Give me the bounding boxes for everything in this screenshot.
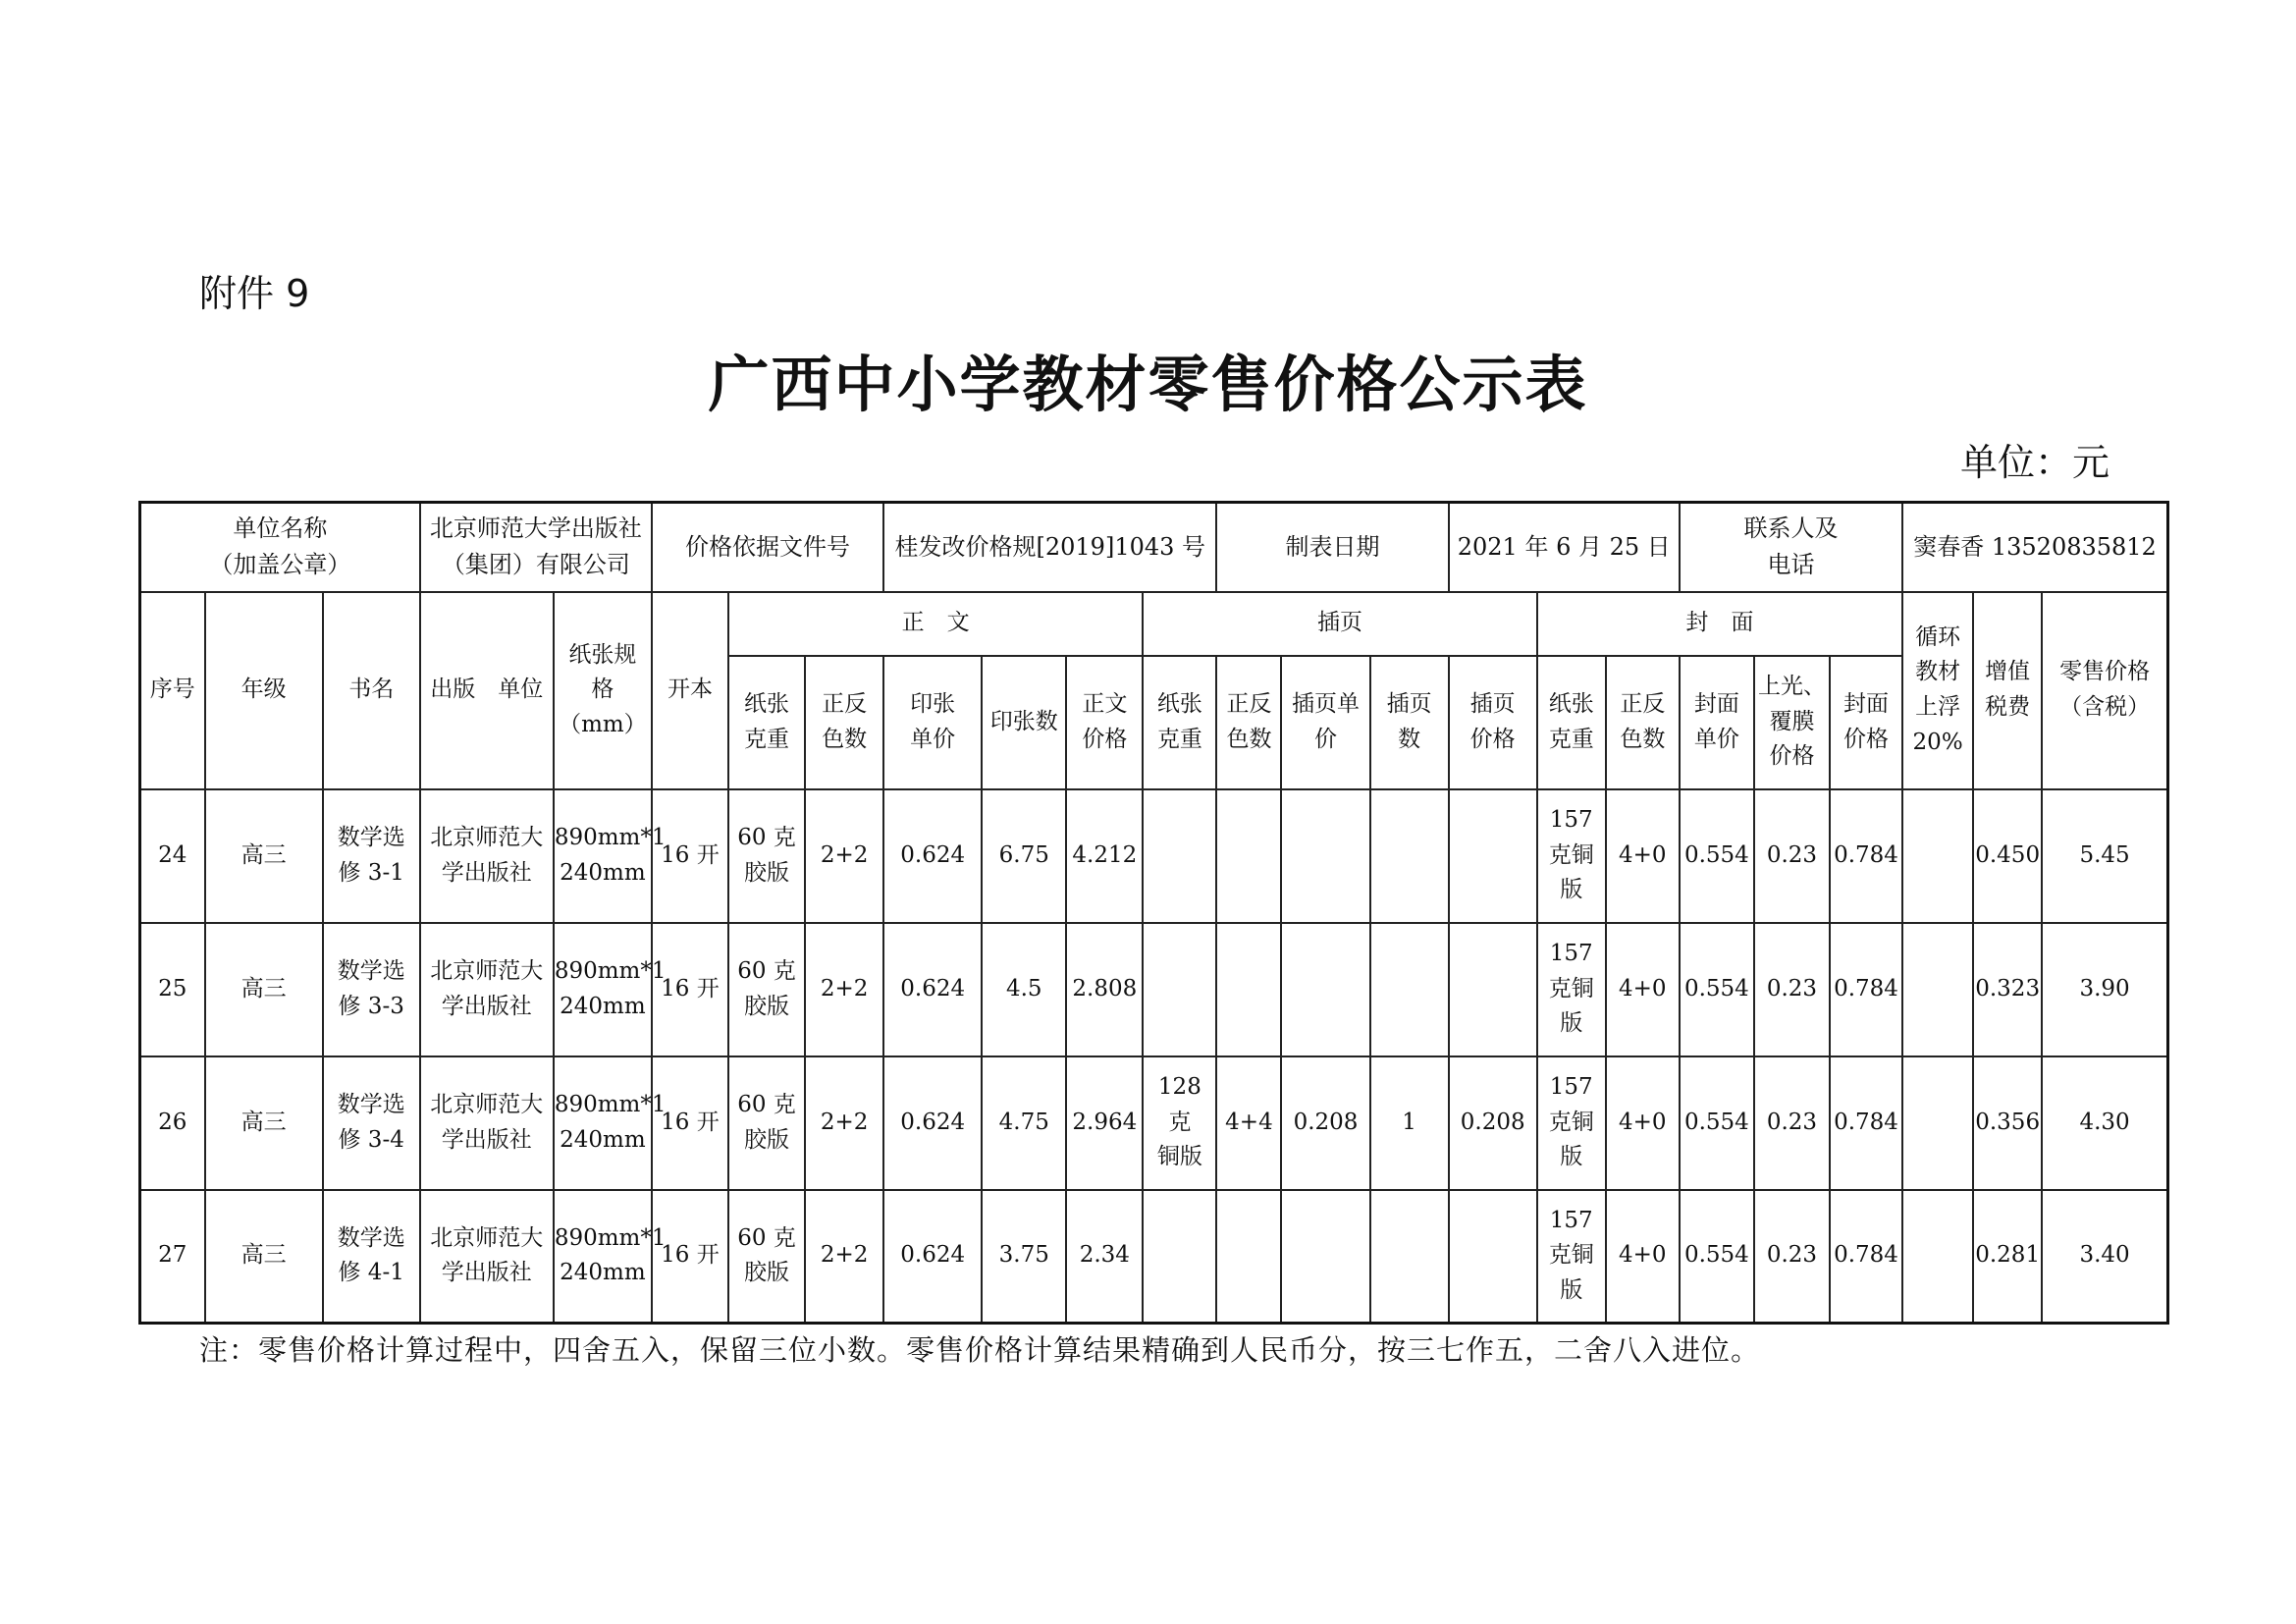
cell-cover-unit-price: 0.554 [1680,923,1754,1056]
cell-vat: 0.281 [1973,1190,2042,1324]
cell-cover-price: 0.784 [1830,923,1902,1056]
cell-vat: 0.356 [1973,1056,2042,1190]
header-text-sheets: 印张数 [982,656,1066,789]
cell-insert-unit-price: 0.208 [1281,1056,1369,1190]
cell-spec: 890mm*1 240mm [554,1056,652,1190]
cell-format: 16 开 [652,1056,728,1190]
cell-insert-colors [1216,1190,1281,1324]
cell-text-sheets: 3.75 [982,1190,1066,1324]
cell-cover-colors: 4+0 [1606,789,1680,923]
unit-label: 单位：元 [1959,441,2109,484]
unit-name-value: 北京师范大学出版社 （集团）有限公司 [420,503,652,592]
header-book: 书名 [323,592,420,789]
cell-recycle [1902,923,1973,1056]
cell-insert-price [1449,923,1537,1056]
cell-text-weight: 60 克 胶版 [728,923,805,1056]
cell-text-sheet-price: 0.624 [883,1190,982,1324]
header-group-insert: 插页 [1143,592,1536,656]
cell-insert-count [1370,923,1449,1056]
cell-seq: 24 [140,789,205,923]
cell-book: 数学选 修 3-1 [323,789,420,923]
cell-insert-unit-price [1281,789,1369,923]
cell-seq: 25 [140,923,205,1056]
header-paper-spec: 纸张规 格（mm） [554,592,652,789]
header-retail: 零售价格 （含税） [2042,592,2167,789]
cell-insert-colors [1216,789,1281,923]
cell-text-weight: 60 克 胶版 [728,1190,805,1324]
header-group-text: 正 文 [728,592,1143,656]
cell-text-sheet-price: 0.624 [883,789,982,923]
cell-publisher: 北京师范大 学出版社 [420,923,554,1056]
header-insert-count: 插页 数 [1370,656,1449,789]
cell-book: 数学选 修 3-4 [323,1056,420,1190]
cell-cover-unit-price: 0.554 [1680,1056,1754,1190]
cell-publisher: 北京师范大 学出版社 [420,789,554,923]
header-cover-price: 封面 价格 [1830,656,1902,789]
attachment-label: 附件 9 [199,272,310,315]
cell-cover-weight: 157 克铜 版 [1537,1190,1606,1324]
cell-text-colors: 2+2 [805,789,883,923]
cell-cover-weight: 157 克铜 版 [1537,789,1606,923]
header-insert-price: 插页 价格 [1449,656,1537,789]
cell-vat: 0.323 [1973,923,2042,1056]
contact-value: 窦春香 13520835812 [1902,503,2167,592]
cell-publisher: 北京师范大 学出版社 [420,1056,554,1190]
cell-seq: 26 [140,1056,205,1190]
cell-retail: 5.45 [2042,789,2167,923]
cell-recycle [1902,789,1973,923]
cell-text-sheet-price: 0.624 [883,923,982,1056]
header-group-cover: 封 面 [1537,592,1902,656]
cell-book: 数学选 修 4-1 [323,1190,420,1324]
header-cover-weight: 纸张 克重 [1537,656,1606,789]
cell-format: 16 开 [652,923,728,1056]
header-publisher: 出版 单位 [420,592,554,789]
header-row-groups [140,592,2168,656]
cell-insert-weight [1143,1190,1216,1324]
cell-insert-colors: 4+4 [1216,1056,1281,1190]
header-cover-unit-price: 封面 单价 [1680,656,1754,789]
cell-cover-weight: 157 克铜 版 [1537,923,1606,1056]
date-value: 2021 年 6 月 25 日 [1449,503,1680,592]
cell-grade: 高三 [205,1056,323,1190]
footnote: 注：零售价格计算过程中，四舍五入，保留三位小数。零售价格计算结果精确到人民币分，按三七作五，二舍八入进位。 [199,1333,1761,1367]
cell-cover-unit-price: 0.554 [1680,789,1754,923]
header-vat: 增值 税费 [1973,592,2042,789]
cell-text-colors: 2+2 [805,1056,883,1190]
cell-cover-film: 0.23 [1754,789,1830,923]
table-row [140,1190,2168,1324]
cell-cover-colors: 4+0 [1606,1056,1680,1190]
cell-grade: 高三 [205,1190,323,1324]
header-cover-film: 上光、 覆膜 价格 [1754,656,1830,789]
cell-publisher: 北京师范大 学出版社 [420,1190,554,1324]
header-grade: 年级 [205,592,323,789]
header-seq: 序号 [140,592,205,789]
header-cover-colors: 正反 色数 [1606,656,1680,789]
cell-cover-price: 0.784 [1830,1190,1902,1324]
cell-cover-film: 0.23 [1754,1190,1830,1324]
cell-insert-unit-price [1281,923,1369,1056]
cell-grade: 高三 [205,789,323,923]
cell-text-colors: 2+2 [805,1190,883,1324]
header-insert-weight: 纸张 克重 [1143,656,1216,789]
cell-book: 数学选 修 3-3 [323,923,420,1056]
cell-recycle [1902,1056,1973,1190]
header-insert-colors: 正反 色数 [1216,656,1281,789]
cell-insert-weight: 128 克 铜版 [1143,1056,1216,1190]
cell-recycle [1902,1190,1973,1324]
header-recycle: 循环 教材 上浮 20% [1902,592,1973,789]
price-table [138,501,2169,1325]
cell-insert-price: 0.208 [1449,1056,1537,1190]
cell-text-price: 2.964 [1066,1056,1143,1190]
cell-text-weight: 60 克 胶版 [728,789,805,923]
cell-text-price: 2.34 [1066,1190,1143,1324]
cell-insert-count [1370,789,1449,923]
cell-insert-price [1449,1190,1537,1324]
cell-spec: 890mm*1 240mm [554,1190,652,1324]
cell-cover-weight: 157 克铜 版 [1537,1056,1606,1190]
cell-insert-count: 1 [1370,1056,1449,1190]
date-label: 制表日期 [1216,503,1448,592]
header-text-colors: 正反 色数 [805,656,883,789]
page-title: 广西中小学教材零售价格公示表 [708,349,1588,420]
cell-retail: 3.40 [2042,1190,2167,1324]
cell-text-weight: 60 克 胶版 [728,1056,805,1190]
cell-seq: 27 [140,1190,205,1324]
cell-insert-weight [1143,789,1216,923]
cell-cover-price: 0.784 [1830,1056,1902,1190]
cell-cover-film: 0.23 [1754,923,1830,1056]
cell-text-sheets: 6.75 [982,789,1066,923]
cell-cover-film: 0.23 [1754,1056,1830,1190]
cell-retail: 4.30 [2042,1056,2167,1190]
cell-insert-colors [1216,923,1281,1056]
cell-grade: 高三 [205,923,323,1056]
cell-cover-unit-price: 0.554 [1680,1190,1754,1324]
cell-text-sheets: 4.5 [982,923,1066,1056]
cell-text-colors: 2+2 [805,923,883,1056]
unit-name-label: 单位名称 （加盖公章） [140,503,420,592]
cell-retail: 3.90 [2042,923,2167,1056]
table-row [140,1056,2168,1190]
cell-spec: 890mm*1 240mm [554,923,652,1056]
cell-text-price: 2.808 [1066,923,1143,1056]
cell-cover-colors: 4+0 [1606,1190,1680,1324]
cell-format: 16 开 [652,789,728,923]
cell-format: 16 开 [652,1190,728,1324]
cell-cover-colors: 4+0 [1606,923,1680,1056]
cell-vat: 0.450 [1973,789,2042,923]
cell-insert-weight [1143,923,1216,1056]
cell-spec: 890mm*1 240mm [554,789,652,923]
cell-cover-price: 0.784 [1830,789,1902,923]
header-format: 开本 [652,592,728,789]
basis-value: 桂发改价格规[2019]1043 号 [883,503,1216,592]
cell-insert-count [1370,1190,1449,1324]
cell-insert-price [1449,789,1537,923]
cell-text-price: 4.212 [1066,789,1143,923]
cell-text-sheets: 4.75 [982,1056,1066,1190]
header-text-weight: 纸张 克重 [728,656,805,789]
cell-text-sheet-price: 0.624 [883,1056,982,1190]
table-row [140,923,2168,1056]
info-row [140,503,2168,592]
basis-label: 价格依据文件号 [652,503,883,592]
cell-insert-unit-price [1281,1190,1369,1324]
header-insert-unit-price: 插页单 价 [1281,656,1369,789]
contact-label: 联系人及 电话 [1680,503,1902,592]
table-row [140,789,2168,923]
header-text-sheet-price: 印张 单价 [883,656,982,789]
header-text-price: 正文 价格 [1066,656,1143,789]
